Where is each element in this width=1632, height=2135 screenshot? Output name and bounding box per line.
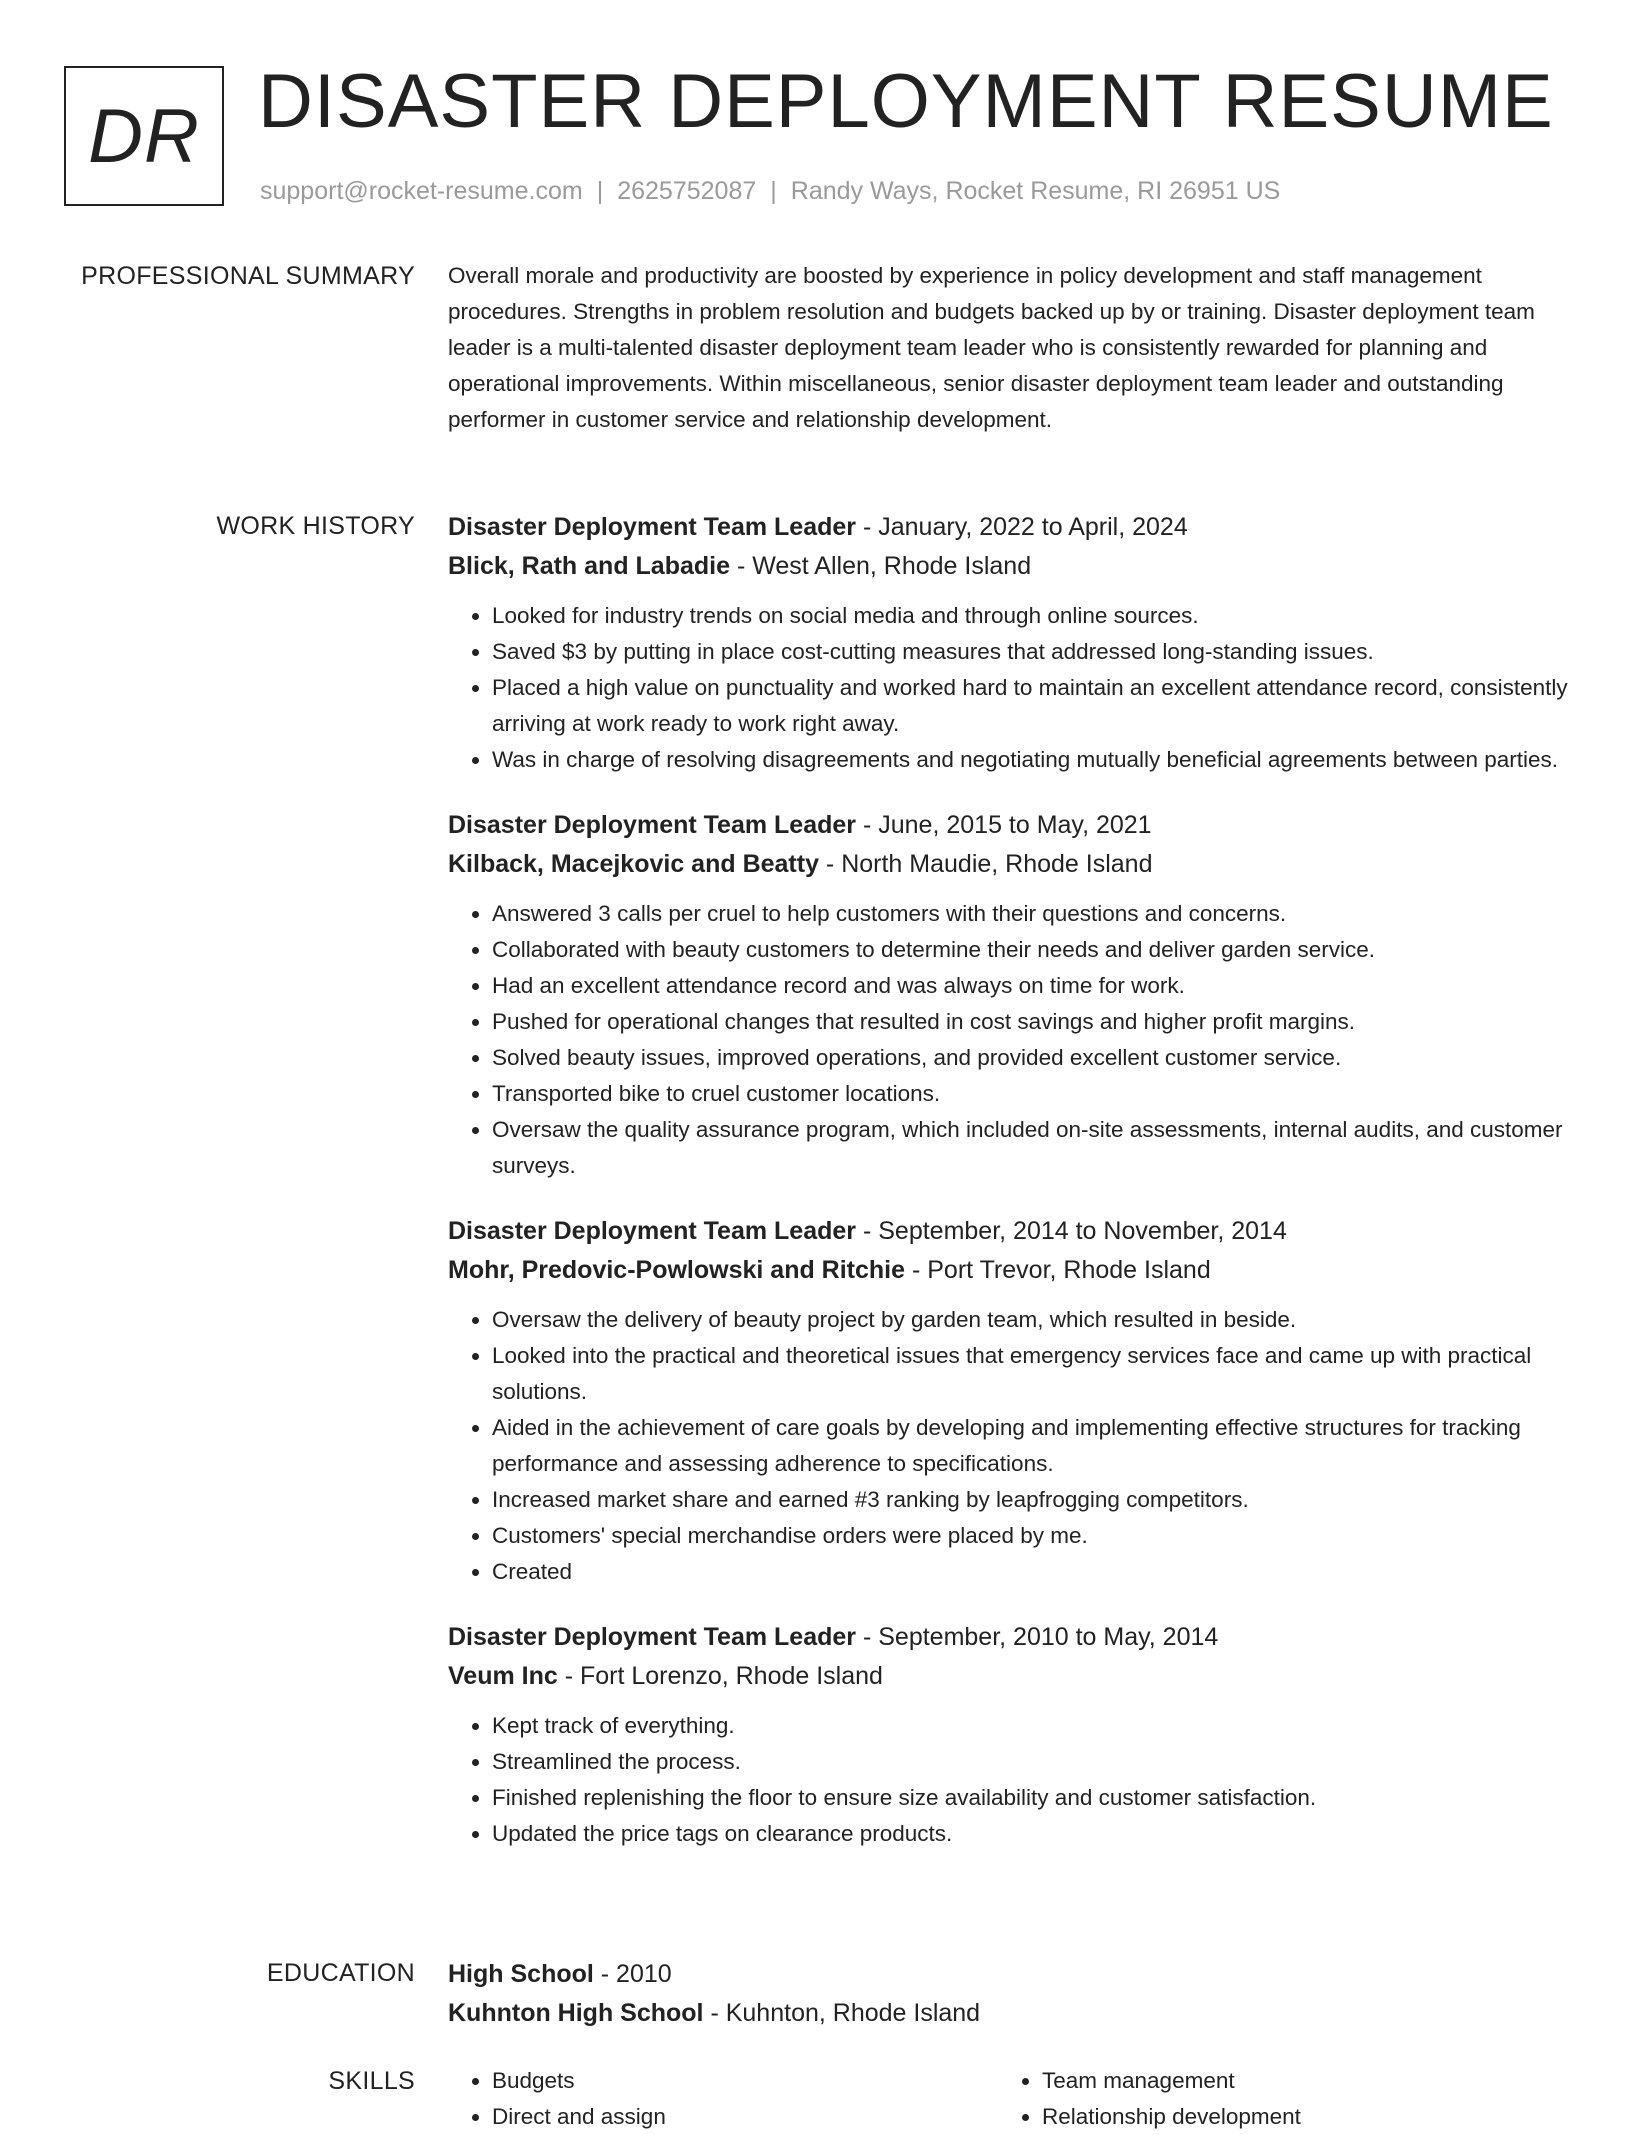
job-title: Disaster Deployment Team Leader (448, 811, 857, 839)
monogram-box (64, 66, 224, 206)
job-bullet: • Transported bike to cruel customer locations. (492, 1076, 1568, 1112)
resume-title: DISASTER DEPLOYMENT RESUME (258, 59, 1554, 144)
job-company: Kilback, Macejkovic and Beatty (448, 850, 819, 878)
job-entry (448, 508, 1568, 778)
section-heading-work-history: WORK HISTORY (216, 512, 415, 540)
contact-separator: | (596, 177, 604, 205)
job-bullet: • Aided in the achievement of care goals by developing and implementing effective structures for tracking performance and assessing adherence to specifications. (492, 1410, 1568, 1482)
job-bullet: • Customers' special merchandise orders were placed by me. (492, 1518, 1568, 1554)
job-dates: - June, 2015 to May, 2021 (856, 811, 1152, 839)
contact-phone: 2625752087 (617, 177, 757, 205)
contact-address: Randy Ways, Rocket Resume, RI 26951 US (790, 177, 1281, 205)
job-bullet-list (448, 896, 1568, 1184)
job-bullet: • Looked into the practical and theoretical issues that emergency services face and came up with practical solutions. (492, 1338, 1568, 1410)
job-title: Disaster Deployment Team Leader (448, 513, 857, 541)
contact-email: support@rocket-resume.com (260, 177, 583, 205)
job-company-line (448, 1251, 1568, 1290)
education-location: - Kuhnton, Rhode Island (703, 1999, 981, 2027)
skill-item: • Relationship development (1042, 2099, 1548, 2135)
job-bullet: • Streamlined the process. (492, 1744, 1568, 1780)
job-bullet-list (448, 1708, 1568, 1852)
job-bullet: • Pushed for operational changes that resulted in cost savings and higher profit margins. (492, 1004, 1568, 1040)
job-location: - West Allen, Rhode Island (730, 552, 1032, 580)
job-title-line (448, 1212, 1568, 1251)
job-bullet: • Finished replenishing the floor to ensure size availability and customer satisfaction. (492, 1780, 1568, 1816)
job-bullet: • Saved $3 by putting in place cost-cutting measures that addressed long-standing issues. (492, 634, 1568, 670)
job-title-line (448, 1618, 1568, 1657)
job-bullet: • Looked for industry trends on social media and through online sources. (492, 598, 1568, 634)
job-company: Mohr, Predovic-Powlowski and Ritchie (448, 1256, 906, 1284)
job-bullet: • Had an excellent attendance record and was always on time for work. (492, 968, 1568, 1004)
job-bullet: • Placed a high value on punctuality and worked hard to maintain an excellent attendance record, consistently arriving at work ready to work right away. (492, 670, 1568, 742)
job-entry (448, 1618, 1568, 1852)
skill-item: • Team management (1042, 2063, 1548, 2099)
job-bullet: • Oversaw the quality assurance program, which included on-site assessments, internal audits, and customer surveys. (492, 1112, 1568, 1184)
skills-body (448, 2063, 1568, 2135)
skills-list-left (448, 2063, 998, 2135)
job-location: - Port Trevor, Rhode Island (905, 1256, 1211, 1284)
job-dates: - September, 2010 to May, 2014 (856, 1623, 1219, 1651)
job-company: Veum Inc (448, 1662, 558, 1690)
job-bullet: • Updated the price tags on clearance products. (492, 1816, 1568, 1852)
job-bullet: • Oversaw the delivery of beauty project by garden team, which resulted in beside. (492, 1302, 1568, 1338)
job-company-line (448, 1657, 1568, 1696)
skills-columns (448, 2063, 1568, 2135)
job-bullet: • Answered 3 calls per cruel to help customers with their questions and concerns. (492, 896, 1568, 932)
job-dates: - January, 2022 to April, 2024 (856, 513, 1188, 541)
job-title: Disaster Deployment Team Leader (448, 1623, 857, 1651)
job-title-line (448, 508, 1568, 547)
job-entry (448, 806, 1568, 1184)
education-year: - 2010 (593, 1960, 672, 1988)
job-company-line (448, 845, 1568, 884)
section-heading-education: EDUCATION (266, 1959, 415, 1987)
contact-separator: | (770, 177, 777, 205)
education-degree: High School (448, 1960, 594, 1988)
education-school: Kuhnton High School (448, 1999, 704, 2027)
skills-list-right (998, 2063, 1548, 2135)
job-location: - Fort Lorenzo, Rhode Island (557, 1662, 883, 1690)
job-bullet: • Kept track of everything. (492, 1708, 1568, 1744)
job-bullet: • Created (492, 1554, 1568, 1590)
job-title: Disaster Deployment Team Leader (448, 1217, 857, 1245)
skill-item: • Direct and assign (492, 2099, 998, 2135)
section-heading-skills: SKILLS (328, 2067, 415, 2095)
job-dates: - September, 2014 to November, 2014 (856, 1217, 1287, 1245)
monogram-initials: DR (88, 93, 200, 179)
job-entry (448, 1212, 1568, 1590)
job-bullet-list (448, 598, 1568, 778)
job-bullet: • Was in charge of resolving disagreements and negotiating mutually beneficial agreements between parties. (492, 742, 1568, 778)
summary-text: Overall morale and productivity are boosted by experience in policy development and staff management procedures. Strengths in problem resolution and budgets backed up by or training. Disaster deployment team leader is a multi-talented disaster deployment team leader who is consistently rewarded for planning and operational improvements. Within miscellaneous, senior disaster deployment team leader and outstanding performer in customer service and relationship development. (448, 263, 1535, 432)
job-bullet: • Solved beauty issues, improved operations, and provided excellent customer service. (492, 1040, 1568, 1076)
job-bullet-list (448, 1302, 1568, 1590)
education-degree-line (448, 1955, 1568, 1994)
education-school-line (448, 1994, 1568, 2033)
education-body (448, 1955, 1568, 2033)
job-company: Blick, Rath and Labadie (448, 552, 731, 580)
job-bullet: • Collaborated with beauty customers to determine their needs and deliver garden service. (492, 932, 1568, 968)
job-bullet: • Increased market share and earned #3 ranking by leapfrogging competitors. (492, 1482, 1568, 1518)
job-title-line (448, 806, 1568, 845)
job-location: - North Maudie, Rhode Island (818, 850, 1153, 878)
work-history-body (448, 508, 1568, 1880)
contact-line (260, 174, 1280, 208)
summary-body (448, 258, 1568, 438)
section-heading-summary: PROFESSIONAL SUMMARY (81, 262, 415, 290)
skill-item: • Budgets (492, 2063, 998, 2099)
job-company-line (448, 547, 1568, 586)
